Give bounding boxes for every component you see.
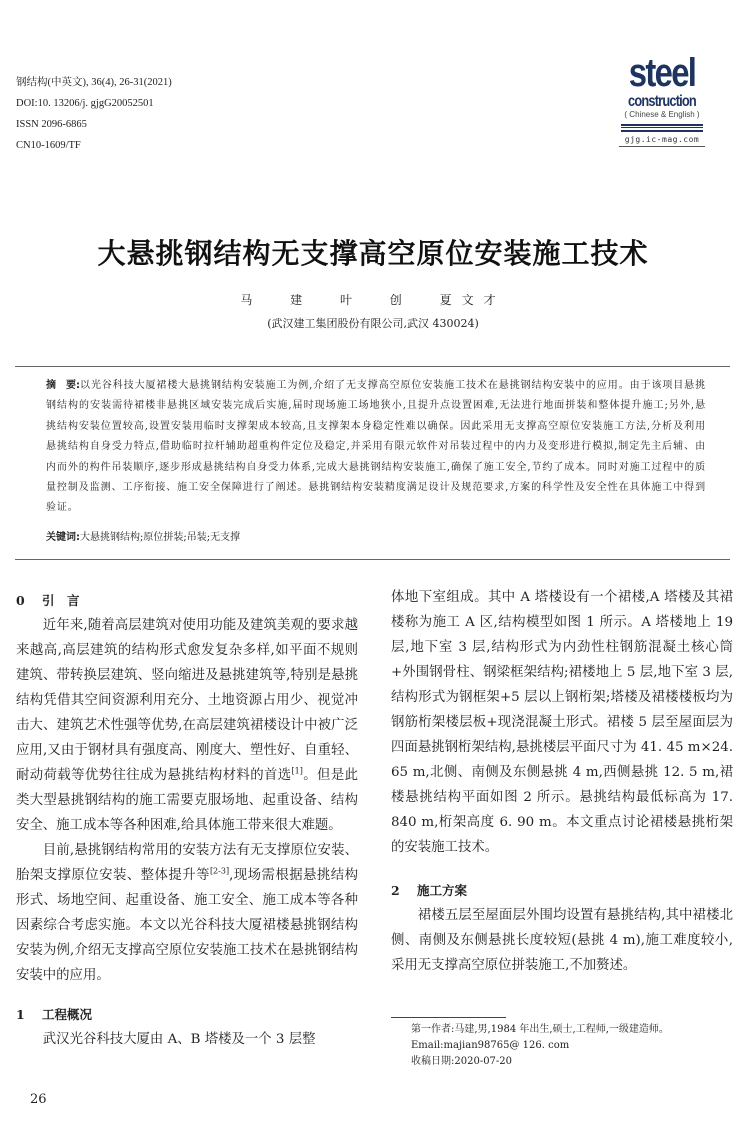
logo-divider [621,124,703,132]
abstract-label: 摘 要: [46,380,81,391]
paragraph-text: 目前,悬挑钢结构常用的安装方法有无支撑原位安装、胎架支撑原位安装、整体提升等 [16,843,358,883]
footnote [411,1022,669,1070]
authors: 马 建 叶 创 夏文才 [240,293,506,307]
section-number: 0 [16,593,25,608]
paragraph [16,838,358,988]
keywords-label: 关键词: [46,532,80,543]
logo-url: gjg.ic-mag.com [619,135,705,147]
abstract-bottom-rule [15,559,730,560]
footnote-author: 第一作者:马建,男,1984 年出生,硕士,工程师,一级建造师。 [411,1024,669,1035]
paper-title: 大悬挑钢结构无支撑高空原位安装施工技术 [97,237,649,270]
abstract-text: 以光谷科技大厦裙楼大悬挑钢结构安装施工为例,介绍了无支撑高空原位安装施工技术在悬挑钢结构安装中的应用。由于该项目悬挑钢结构的安装需待裙楼非悬挑区域安装完成后实施,届时现场施工场地狭小,且提升点设置困难,无法进行地面拼装和整体提升施工;另外,悬挑结构安装位置较高,设置安装用临时支撑架成本较高,且支撑架本身稳定性难以确保。因此采用无支撑高空原位安装施工方法,分析及利用悬挑结构自身受力特点,借助临时拉杆辅助超重构件定位及稳定,并采用有限元软件对吊装过程中的内力及变形进行模拟,制定先主后辅、由内而外的构件吊装顺序,逐步形成悬挑结构自身受力体系,完成大悬挑钢结构安装施工,确保了施工安全,节约了成本。同时对施工过程中的质量控制及监测、工序衔接、施工安全保障进行了阐述。悬挑钢结构安装精度满足设计及规范要求,方案的科学性及安全性在具体施工中得到验证。 [46,380,706,514]
page-number: 26 [30,1092,47,1107]
paragraph: 武汉光谷科技大厦由 A、B 塔楼及一个 3 层整 [42,1032,316,1047]
section-heading-0 [16,588,358,613]
paragraph [16,613,358,838]
footnote-received: 收稿日期:2020-07-20 [411,1056,513,1067]
cn-number: CN10-1609/TF [16,140,81,151]
section-number: 2 [391,883,400,898]
section-title: 引 言 [42,593,80,608]
section-title: 工程概况 [42,1007,93,1022]
keywords-text: 大悬挑钢结构;原位拼装;吊装;无支撑 [80,532,241,543]
issn: ISSN 2096-6865 [16,119,87,130]
doi: DOI:10. 13206/j. gjgG20052501 [16,98,154,109]
paragraph-text: ,现场需根据悬挑结构形式、场地空间、起重设备、施工安全、施工成本等各种因素综合考虑实施。本文以光谷科技大厦裙楼悬挑钢结构安装为例,介绍无支撑高空原位安装施工技术在悬挑钢结构安装中的应用。 [16,868,358,983]
section-heading-2 [391,878,733,903]
journal-citation: 钢结构(中英文), 36(4), 26-31(2021) [16,77,172,88]
section-number: 1 [16,1007,25,1022]
logo-word-construction: construction [628,93,696,110]
logo-subtitle: ( Chinese & English ) [624,110,700,119]
affiliation: (武汉建工集团股份有限公司,武汉 430024) [267,317,479,330]
citation-ref[interactable]: [1] [291,766,303,776]
abstract [46,376,706,519]
paragraph: 体地下室组成。其中 A 塔楼设有一个裙楼,A 塔楼及其裙楼称为施工 A 区,结构模型如图 1 所示。A 塔楼地上 19 层,地下室 3 层,结构形式为内劲性柱钢筋混凝土核心筒+外围钢骨柱、钢梁框架结构;裙楼地上 5 层,地下室 3 层,结构形式为钢框架+5 层以上钢桁架;塔楼及裙楼楼板均为钢筋桁架楼层板+现浇混凝土形式。裙楼 5 层至屋面层为四面悬挑钢桁架结构,悬挑楼层平面尺寸为 41. 45 m×24. 65 m,北侧、南侧及东侧悬挑 4 m,西侧悬挑 12. 5 m,裙楼悬挑结构平面如图 2 所示。悬挑结构最低标高为 17. 840 m,桁架高度 6. 90 m。本文重点讨论裙楼悬挑桁架的安装施工技术。 [391,590,733,855]
paragraph: 裙楼五层至屋面层外围均设置有悬挑结构,其中裙楼北侧、南侧及东侧悬挑长度较短(悬挑 4 m),施工难度较小,采用无支撑高空原位拼装施工,不加赘述。 [391,908,733,973]
paragraph-text: 。但是此类大型悬挑钢结构的施工需要克服场地、起重设备、结构安全、施工成本等各种困难,给具体施工带来很大难题。 [16,768,358,833]
right-column [391,585,733,978]
abstract-top-rule [15,366,730,367]
section-title: 施工方案 [417,883,468,898]
keywords [46,528,706,548]
footnote-email: Email:majian98765@ 126. com [411,1040,570,1051]
logo-word-steel: steel [628,51,696,95]
paragraph-text: 近年来,随着高层建筑对使用功能及建筑美观的要求越来越高,高层建筑的结构形式愈发复杂多样,如平面不规则建筑、带转换层建筑、竖向缩进及悬挑建筑等,特别是悬挑结构凭借其空间资源利用充分、土地资源占用少、视觉冲击大、建筑艺术性强等优势,在高层建筑裙楼设计中被广泛应用,又由于钢材具有强度高、刚度大、塑性好、自重轻、耐动荷载等优势往往成为悬挑结构材料的首选 [16,618,358,783]
journal-logo [619,48,705,147]
citation-ref[interactable]: [2-3] [209,866,230,876]
footnote-rule [391,1017,506,1018]
section-heading-1 [16,1002,358,1027]
left-column [16,588,358,1052]
journal-meta [16,72,172,156]
